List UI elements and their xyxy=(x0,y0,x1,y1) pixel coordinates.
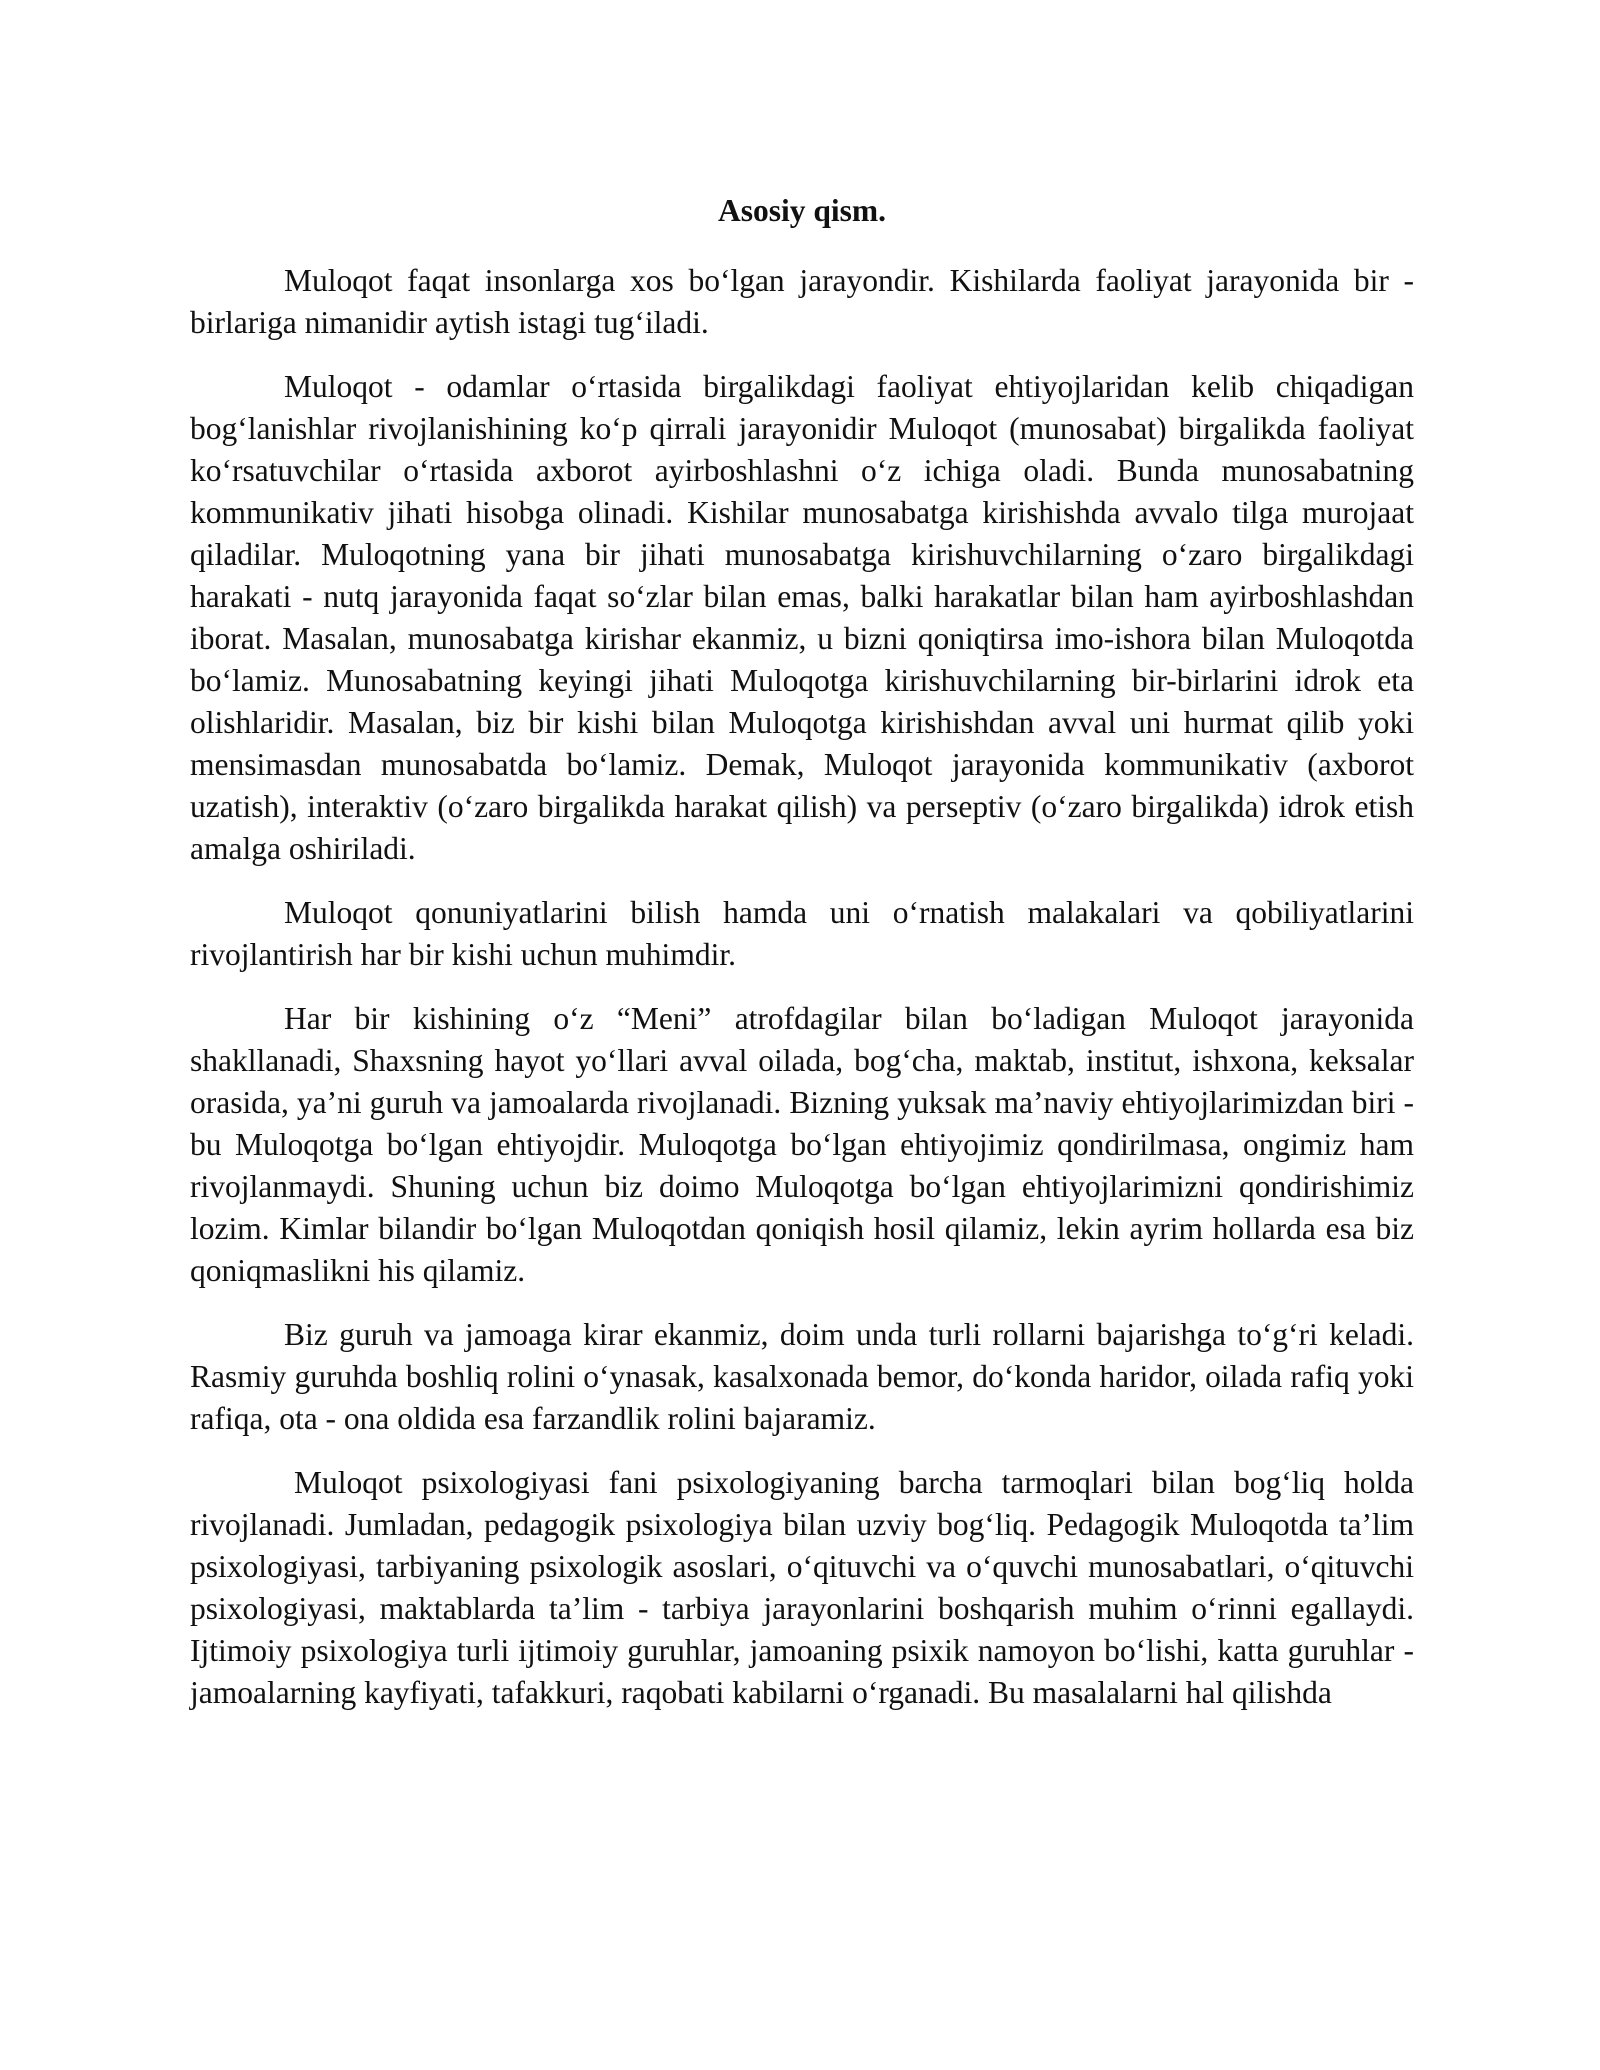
section-title: Asosiy qism. xyxy=(717,193,887,228)
paragraph-5: Biz guruh va jamoaga kirar ekanmiz, doim unda turli rollarni bajarishga to‘g‘ri keladi. Rasmiy guruhda boshliq rolini o‘ynasak, kasalxonada bemor, do‘konda haridor, oilada rafiq yoki rafiqa, ota - ona oldida esa farzandlik rolini bajaramiz. xyxy=(190,1317,1414,1436)
paragraph-6: Muloqot psixologiyasi fani psixologiyaning barcha tarmoqlari bilan bog‘liq holda rivojlanadi. Jumladan, pedagogik psixologiya bilan uzviy bog‘liq. Pedagogik Muloqotda ta’lim psixologiyasi, tarbiyaning psixologik asoslari, o‘qituvchi va o‘quvchi munosabatlari, o‘qituvchi psixologiyasi, maktablarda ta’lim - tarbiya jarayonlarini boshqarish muhim o‘rinni egallaydi. Ijtimoiy psixologiya turli ijtimoiy guruhlar, jamoaning psixik namoyon bo‘lishi, katta guruhlar - jamoalarning kayfiyati, tafakkuri, raqobati kabilarni o‘rganadi. Bu masalalarni hal qilishda xyxy=(190,1465,1414,1710)
document-page xyxy=(190,190,1414,1736)
paragraph-2: Muloqot - odamlar o‘rtasida birgalikdagi faoliyat ehtiyojlaridan kelib chiqadigan bog‘lanishlar rivojlanishining ko‘p qirrali jarayonidir Muloqot (munosabat) birgalikda faoliyat ko‘rsatuvchilar o‘rtasida axborot ayirboshlashni o‘z ichiga oladi. Bunda munosabatning kommunikativ jihati hisobga olinadi. Kishilar munosabatga kirishishda avvalo tilga murojaat qiladilar. Muloqotning yana bir jihati munosabatga kirishuvchilarning o‘zaro birgalikdagi harakati - nutq jarayonida faqat so‘zlar bilan emas, balki harakatlar bilan ham ayirboshlashdan iborat. Masalan, munosabatga kirishar ekanmiz, u bizni qoniqtirsa imo-ishora bilan Muloqotda bo‘lamiz. Munosabatning keyingi jihati Muloqotga kirishuvchilarning bir-birlarini idrok eta olishlaridir. Masalan, biz bir kishi bilan Muloqotga kirishishdan avval uni hurmat qilib yoki mensimasdan munosabatda bo‘lamiz. Demak, Muloqot jarayonida kommunikativ (axborot uzatish), interaktiv (o‘zaro birgalikda harakat qilish) va perseptiv (o‘zaro birgalikda) idrok etish amalga oshiriladi. xyxy=(190,369,1414,866)
paragraph-4: Har bir kishining o‘z “Meni” atrofdagilar bilan bo‘ladigan Muloqot jarayonida shakllanadi, Shaxsning hayot yo‘llari avval oilada, bog‘cha, maktab, institut, ishxona, keksalar orasida, ya’ni guruh va jamoalarda rivojlanadi. Bizning yuksak ma’naviy ehtiyojlarimizdan biri - bu Muloqotga bo‘lgan ehtiyojdir. Muloqotga bo‘lgan ehtiyojimiz qondirilmasa, ongimiz ham rivojlanmaydi. Shuning uchun biz doimo Muloqotga bo‘lgan ehtiyojlarimizni qondirishimiz lozim. Kimlar bilandir bo‘lgan Muloqotdan qoniqish hosil qilamiz, lekin ayrim hollarda esa biz qoniqmaslikni his qilamiz. xyxy=(190,1001,1414,1288)
paragraph-3: Muloqot qonuniyatlarini bilish hamda uni o‘rnatish malakalari va qobiliyatlarini rivojlantirish har bir kishi uchun muhimdir. xyxy=(190,895,1414,972)
paragraph-1: Muloqot faqat insonlarga xos bo‘lgan jarayondir. Kishilarda faoliyat jarayonida bir - birlariga nimanidir aytish istagi tug‘iladi. xyxy=(190,263,1414,340)
